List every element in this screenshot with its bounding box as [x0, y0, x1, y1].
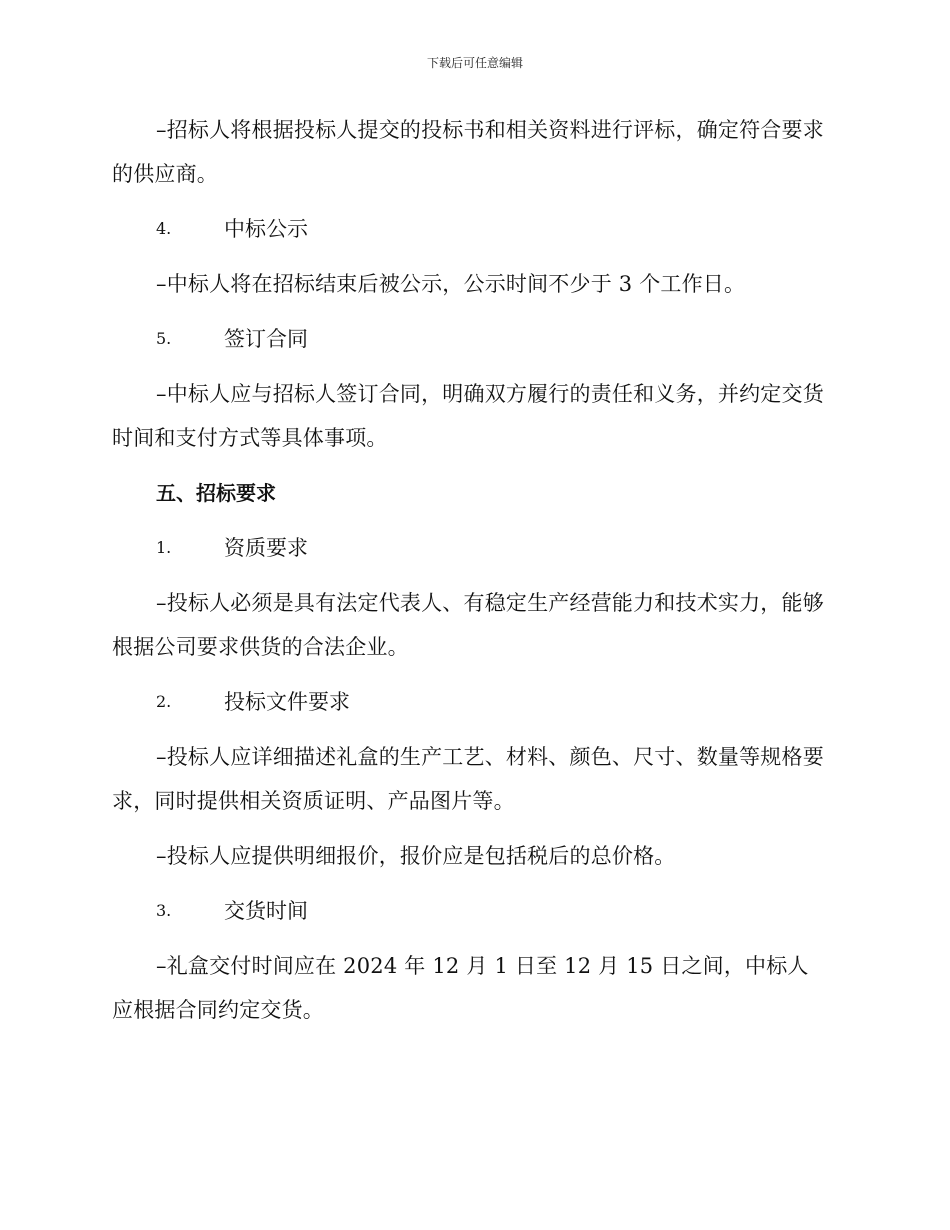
document-content: [112, 108, 828, 1043]
page-header-note: 下载后可任意编辑: [426, 56, 523, 70]
paragraph-contract: –中标人应与招标人签订合同，明确双方履行的责任和义务，并约定交货时间和支付方式等具体事项。: [112, 382, 824, 450]
list-item-qualification: [112, 526, 828, 570]
list-item-number: 2.: [156, 692, 172, 711]
list-item-label: 投标文件要求: [224, 690, 350, 714]
list-item-bid-documents: [112, 680, 828, 724]
paragraph-qualification: –投标人必须是具有法定代表人、有稳定生产经营能力和技术实力，能够根据公司要求供货的合法企业。: [112, 591, 824, 659]
paragraph-bid-specs: –投标人应详细描述礼盒的生产工艺、材料、颜色、尺寸、数量等规格要求，同时提供相关资质证明、产品图片等。: [112, 745, 824, 813]
paragraph-award-publicity: –中标人将在招标结束后被公示，公示时间不少于 3 个工作日。: [156, 272, 746, 296]
list-item-label: 交货时间: [224, 899, 308, 923]
list-item-number: 1.: [156, 538, 172, 557]
list-item-label: 签订合同: [224, 327, 308, 351]
paragraph-bid-quote: –投标人应提供明细报价，报价应是包括税后的总价格。: [156, 844, 676, 868]
list-item-number: 5.: [156, 329, 172, 348]
paragraph-delivery: –礼盒交付时间应在 2024 年 12 月 1 日至 12 月 15 日之间，中标人应根据合同约定交货。: [112, 954, 809, 1022]
section-heading-requirements: 五、招标要求: [156, 481, 276, 505]
list-item-number: 3.: [156, 901, 172, 920]
list-item-label: 资质要求: [224, 536, 308, 560]
list-item-sign-contract: [112, 317, 828, 361]
list-item-delivery-time: [112, 889, 828, 933]
paragraph-evaluation: –招标人将根据投标人提交的投标书和相关资料进行评标，确定符合要求的供应商。: [112, 118, 824, 186]
list-item-number: 4.: [156, 219, 172, 238]
list-item-label: 中标公示: [224, 217, 308, 241]
list-item-award-notice: [112, 207, 828, 251]
